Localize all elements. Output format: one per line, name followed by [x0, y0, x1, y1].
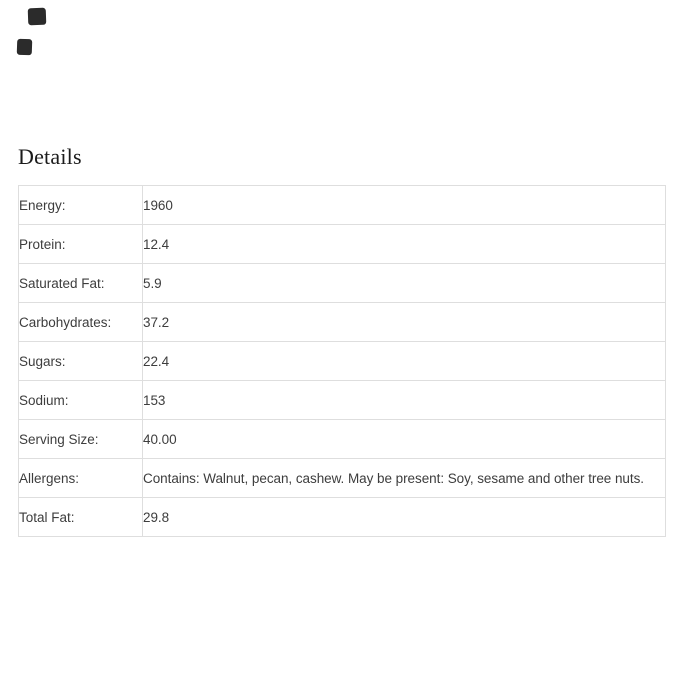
row-label: Total Fat: — [19, 498, 143, 537]
row-value: 37.2 — [143, 303, 666, 342]
table-row — [19, 303, 666, 342]
row-value: 40.00 — [143, 420, 666, 459]
row-value: Contains: Walnut, pecan, cashew. May be present: Soy, sesame and other tree nuts. — [143, 459, 666, 498]
broken-image-icon — [28, 8, 47, 26]
details-table-body — [19, 186, 666, 537]
table-row — [19, 420, 666, 459]
broken-image-icon — [17, 39, 33, 56]
row-label: Energy: — [19, 186, 143, 225]
row-label: Serving Size: — [19, 420, 143, 459]
table-row — [19, 342, 666, 381]
details-table — [18, 185, 666, 537]
table-row — [19, 459, 666, 498]
table-row — [19, 186, 666, 225]
row-label: Saturated Fat: — [19, 264, 143, 303]
row-label: Sugars: — [19, 342, 143, 381]
details-heading: Details — [18, 144, 82, 169]
row-value: 153 — [143, 381, 666, 420]
row-label: Allergens: — [19, 459, 143, 498]
table-row — [19, 225, 666, 264]
row-value: 5.9 — [143, 264, 666, 303]
row-label: Carbohydrates: — [19, 303, 143, 342]
table-row — [19, 498, 666, 537]
table-row — [19, 381, 666, 420]
row-value: 1960 — [143, 186, 666, 225]
row-value: 12.4 — [143, 225, 666, 264]
row-value: 29.8 — [143, 498, 666, 537]
row-value: 22.4 — [143, 342, 666, 381]
row-label: Sodium: — [19, 381, 143, 420]
table-row — [19, 264, 666, 303]
row-label: Protein: — [19, 225, 143, 264]
